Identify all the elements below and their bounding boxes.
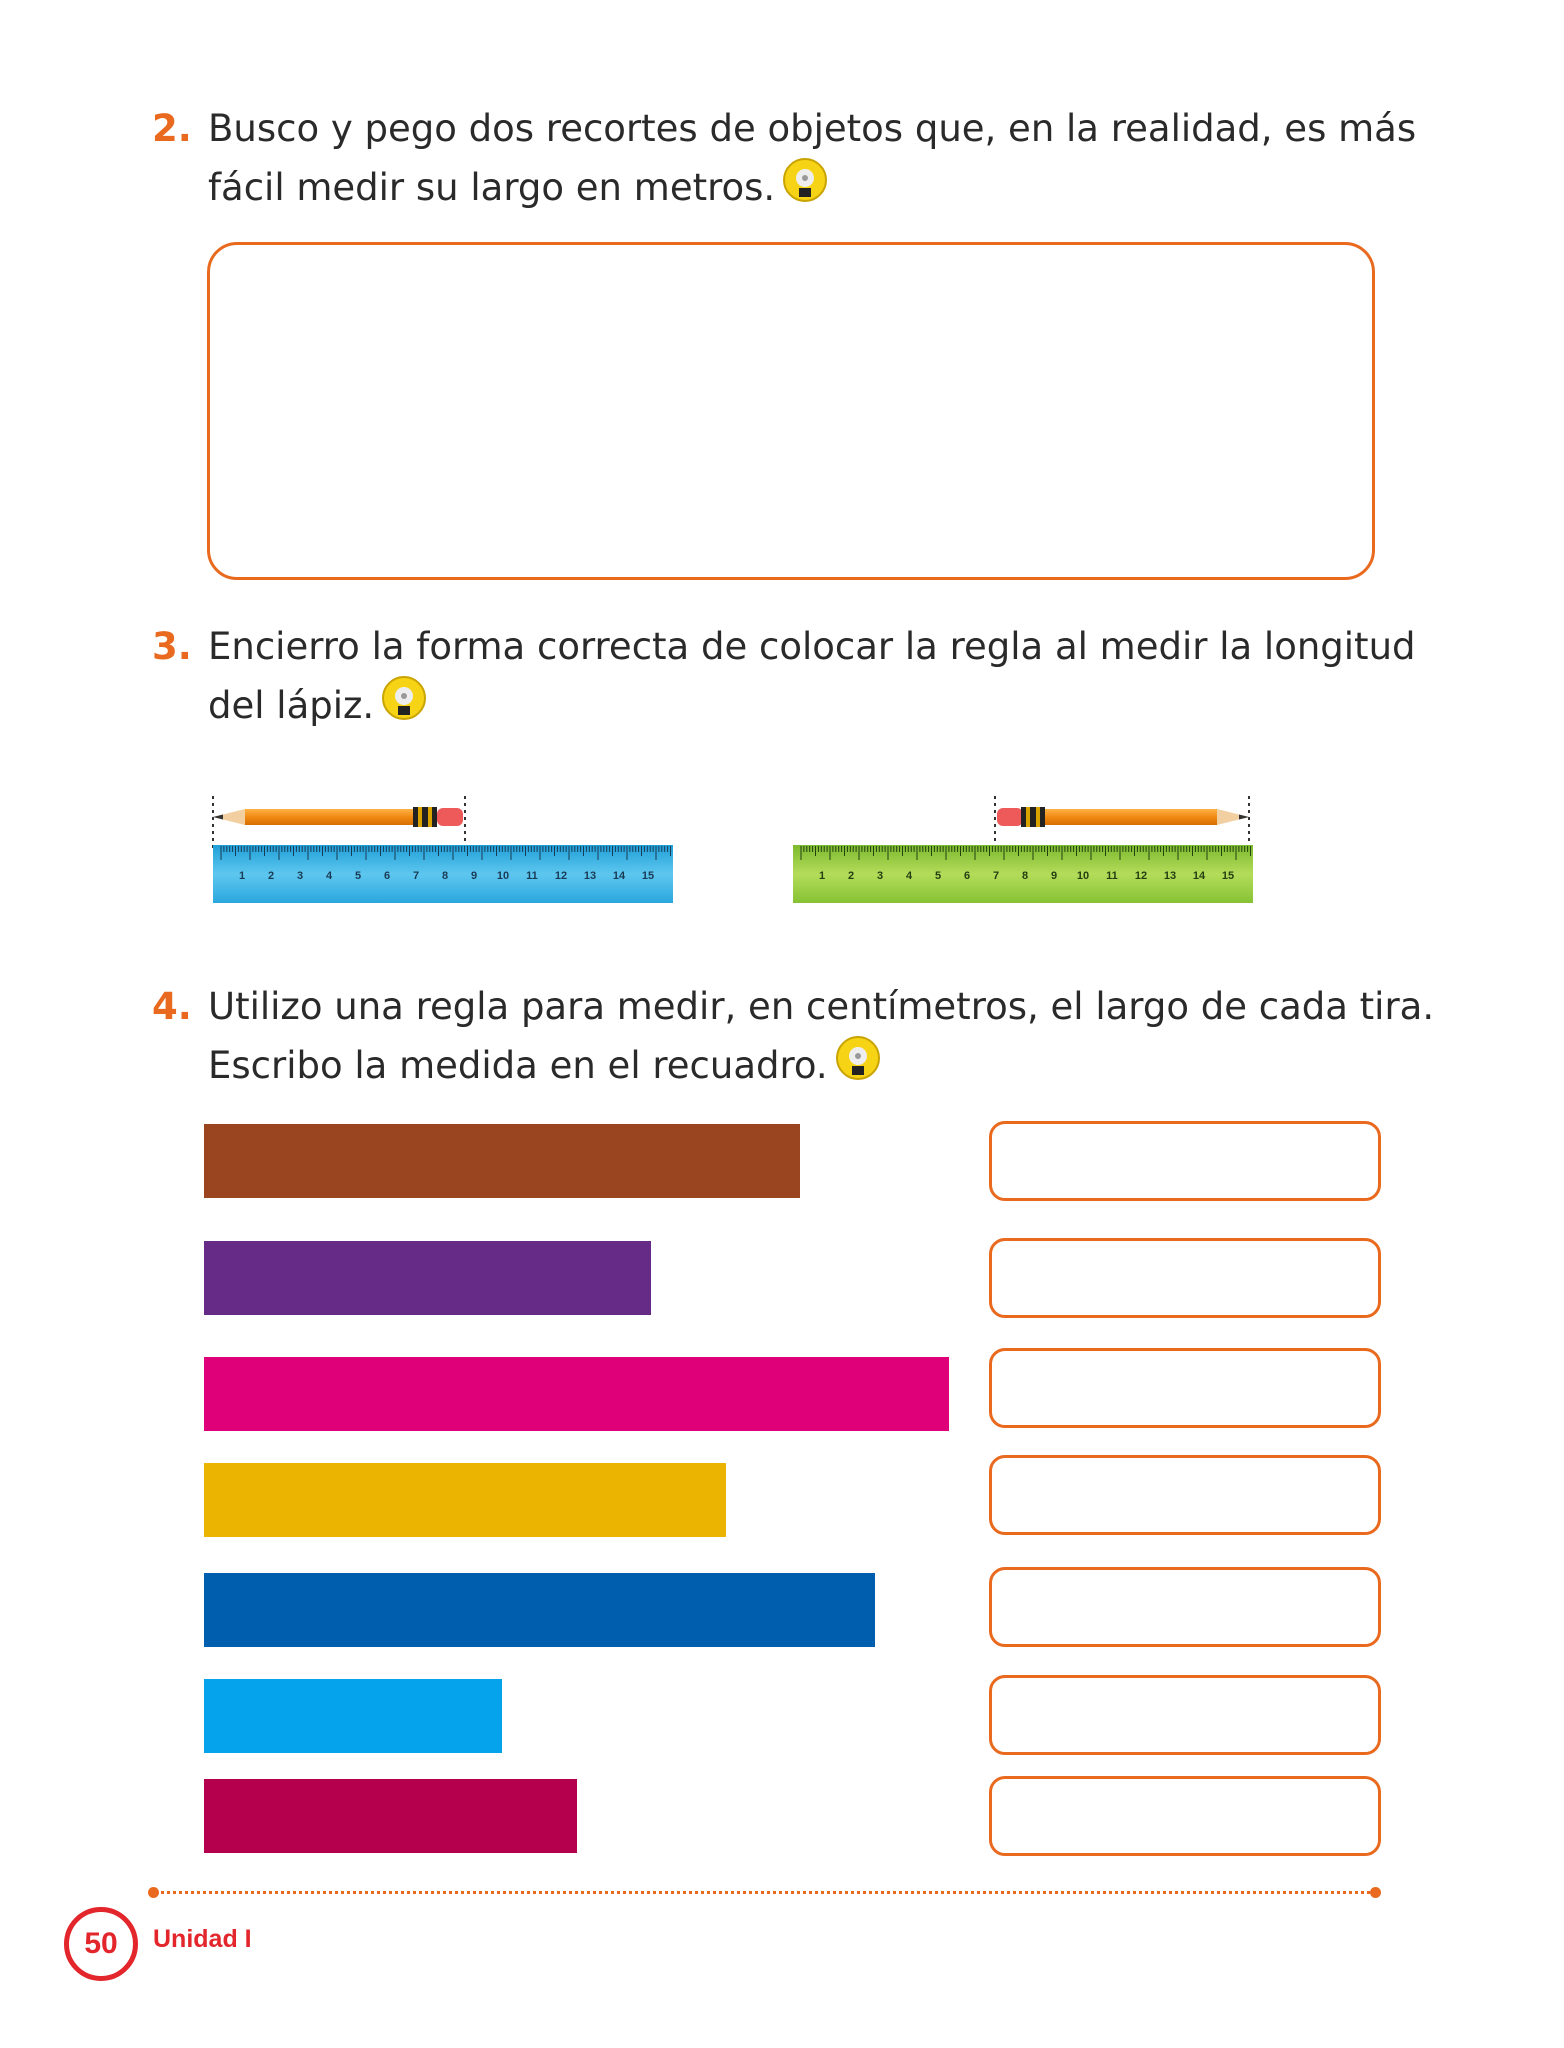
unit-label: Unidad I bbox=[153, 1925, 252, 1953]
tick-label: 12 bbox=[1134, 870, 1148, 882]
tick-label: 2 bbox=[267, 870, 275, 882]
answer-box[interactable] bbox=[989, 1348, 1381, 1428]
tick-label: 5 bbox=[354, 870, 362, 882]
tick-label: 12 bbox=[554, 870, 568, 882]
question-line: Busco y pego dos recortes de objetos que, en la realidad, es más bbox=[208, 107, 1417, 150]
tick-label: 7 bbox=[992, 870, 1000, 882]
tick-label: 6 bbox=[963, 870, 971, 882]
question-line-text: del lápiz. bbox=[208, 684, 375, 727]
tick-label: 14 bbox=[612, 870, 626, 882]
tick-label: 9 bbox=[470, 870, 478, 882]
ruler-tick-labels bbox=[239, 870, 654, 882]
footer-divider-dot bbox=[148, 1887, 159, 1898]
tick-label: 4 bbox=[325, 870, 333, 882]
pencil-icon bbox=[997, 807, 1249, 827]
strip-yellow bbox=[204, 1463, 726, 1537]
question-line bbox=[208, 158, 1416, 223]
answer-box[interactable] bbox=[989, 1567, 1381, 1647]
strip-purple bbox=[204, 1241, 651, 1315]
tick-label: 9 bbox=[1050, 870, 1058, 882]
tick-label: 11 bbox=[526, 870, 538, 882]
question-number: 4. bbox=[152, 985, 192, 1028]
tick-label: 15 bbox=[641, 870, 655, 882]
tick-label: 15 bbox=[1221, 870, 1235, 882]
ruler-pencil-option-2[interactable] bbox=[785, 790, 1260, 905]
strip-light-blue bbox=[204, 1679, 502, 1753]
tick-label: 14 bbox=[1192, 870, 1206, 882]
question-line-text: fácil medir su largo en metros. bbox=[208, 166, 776, 209]
tick-label: 6 bbox=[383, 870, 391, 882]
tick-label: 13 bbox=[583, 870, 597, 882]
page-number: 50 bbox=[64, 1907, 138, 1981]
lightbulb-icon bbox=[834, 1036, 882, 1101]
ruler-tick-labels bbox=[819, 870, 1234, 882]
tick-label: 5 bbox=[934, 870, 942, 882]
question-text bbox=[208, 618, 1416, 741]
tick-label: 8 bbox=[441, 870, 449, 882]
tick-label: 11 bbox=[1106, 870, 1118, 882]
strip-magenta bbox=[204, 1357, 949, 1431]
tick-label: 2 bbox=[847, 870, 855, 882]
tick-label: 8 bbox=[1021, 870, 1029, 882]
footer-divider-dot bbox=[1370, 1887, 1381, 1898]
pencil-icon bbox=[213, 807, 463, 827]
question-line: Encierro la forma correcta de colocar la regla al medir la longitud bbox=[208, 625, 1416, 668]
answer-box[interactable] bbox=[989, 1121, 1381, 1201]
lightbulb-icon bbox=[781, 158, 829, 223]
strip-brown bbox=[204, 1124, 800, 1198]
question-text bbox=[208, 978, 1434, 1101]
question-line-text: Escribo la medida en el recuadro. bbox=[208, 1044, 828, 1087]
tick-label: 4 bbox=[905, 870, 913, 882]
question-line: Utilizo una regla para medir, en centímetros, el largo de cada tira. bbox=[208, 985, 1435, 1028]
tick-label: 3 bbox=[876, 870, 884, 882]
tick-label: 7 bbox=[412, 870, 420, 882]
lightbulb-icon bbox=[380, 676, 428, 741]
tick-label: 10 bbox=[1076, 870, 1090, 882]
question-line bbox=[208, 1036, 1434, 1101]
strip-blue bbox=[204, 1573, 875, 1647]
tick-label: 10 bbox=[496, 870, 510, 882]
question-line bbox=[208, 676, 1416, 741]
answer-box[interactable] bbox=[989, 1455, 1381, 1535]
strip-crimson bbox=[204, 1779, 577, 1853]
answer-box[interactable] bbox=[989, 1776, 1381, 1856]
tick-label: 3 bbox=[296, 870, 304, 882]
answer-box[interactable] bbox=[989, 1675, 1381, 1755]
footer-divider bbox=[154, 1891, 1376, 1894]
answer-box[interactable] bbox=[989, 1238, 1381, 1318]
paste-cutouts-area[interactable] bbox=[207, 242, 1375, 580]
tick-label: 1 bbox=[818, 870, 826, 882]
question-text bbox=[208, 100, 1416, 223]
tick-label: 1 bbox=[238, 870, 246, 882]
question-number: 3. bbox=[152, 625, 192, 668]
tick-label: 13 bbox=[1163, 870, 1177, 882]
ruler-pencil-option-1[interactable] bbox=[205, 790, 675, 905]
question-number: 2. bbox=[152, 107, 192, 150]
